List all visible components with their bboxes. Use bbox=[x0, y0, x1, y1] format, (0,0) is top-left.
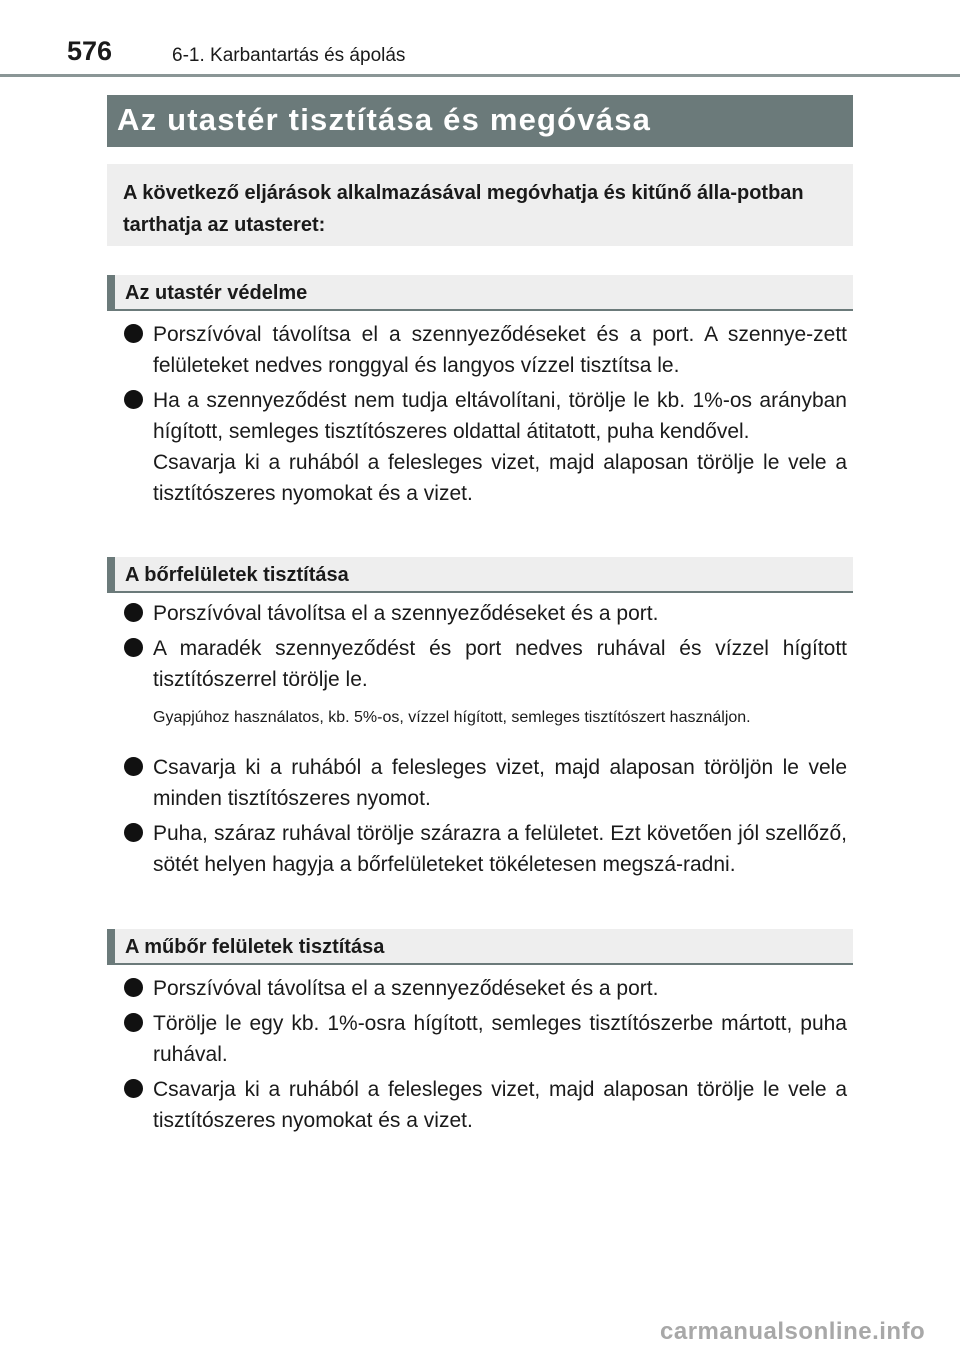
bullet-icon bbox=[124, 390, 143, 409]
list-item bbox=[122, 598, 847, 629]
header-divider bbox=[0, 74, 960, 77]
bullet-icon bbox=[124, 603, 143, 622]
intro-box: A következő eljárások alkalmazásával megóvhatja és kitűnő álla-potban tarthatja az utasteret: bbox=[107, 164, 853, 246]
bullet-icon bbox=[124, 978, 143, 997]
bullet-text-continued: Csavarja ki a ruhából a felesleges vizet, majd alaposan törölje le vele a tisztítószeres nyomokat és a vizet. bbox=[153, 451, 847, 505]
bullet-icon bbox=[124, 757, 143, 776]
list-item bbox=[122, 818, 847, 880]
bullet-icon bbox=[124, 324, 143, 343]
bullet-list-protection bbox=[122, 319, 847, 509]
watermark: carmanualsonline.info bbox=[660, 1318, 926, 1345]
list-item bbox=[122, 319, 847, 381]
bullet-text: Puha, száraz ruhával törölje szárazra a felületet. Ezt követően jól szellőző, sötét helyen hagyja a bőrfelületeket tökéletesen megszá-radni. bbox=[153, 822, 847, 876]
page-number: 576 bbox=[67, 36, 113, 66]
bullet-list-leather-after-note bbox=[122, 752, 847, 880]
bullet-text: Porszívóval távolítsa el a szennyeződéseket és a port. A szennye-zett felületeket nedves ronggyal és langyos vízzel tisztítsa le. bbox=[153, 323, 847, 377]
bullet-text: Csavarja ki a ruhából a felesleges vizet, majd alaposan törölje le vele a tisztítószeres nyomokat és a vizet. bbox=[153, 1078, 847, 1132]
bullet-icon bbox=[124, 823, 143, 842]
bullet-text: Ha a szennyeződést nem tudja eltávolítani, törölje le kb. 1%-os arányban hígított, semleges tisztítószeres oldattal átitatott, puha kendővel. bbox=[153, 389, 847, 443]
section-heading-protection: Az utastér védelme bbox=[107, 275, 853, 311]
section-heading-synthetic-leather: A műbőr felületek tisztítása bbox=[107, 929, 853, 965]
bullet-icon bbox=[124, 638, 143, 657]
page-header bbox=[0, 0, 960, 80]
bullet-icon bbox=[124, 1013, 143, 1032]
list-item bbox=[122, 633, 847, 695]
list-item bbox=[122, 1074, 847, 1136]
bullet-text: A maradék szennyeződést és port nedves ruhával és vízzel hígított tisztítószerrel törölje le. bbox=[153, 637, 847, 691]
section-heading-leather: A bőrfelületek tisztítása bbox=[107, 557, 853, 593]
section-label: 6-1. Karbantartás és ápolás bbox=[172, 45, 406, 66]
list-item bbox=[122, 973, 847, 1004]
list-item bbox=[122, 1008, 847, 1070]
bullet-list-synthetic-leather bbox=[122, 973, 847, 1136]
bullet-text: Porszívóval távolítsa el a szennyeződéseket és a port. bbox=[153, 977, 659, 1000]
list-item bbox=[122, 385, 847, 509]
bullet-text: Porszívóval távolítsa el a szennyeződéseket és a port. bbox=[153, 602, 659, 625]
bullet-list-leather bbox=[122, 598, 847, 695]
bullet-text: Csavarja ki a ruhából a felesleges vizet, majd alaposan töröljön le vele minden tisztítószeres nyomot. bbox=[153, 756, 847, 810]
bullet-icon bbox=[124, 1079, 143, 1098]
page-title: Az utastér tisztítása és megóvása bbox=[107, 95, 853, 147]
bullet-text: Törölje le egy kb. 1%-osra hígított, semleges tisztítószerbe mártott, puha ruhával. bbox=[153, 1012, 847, 1066]
list-item bbox=[122, 752, 847, 814]
note-text: Gyapjúhoz használatos, kb. 5%-os, vízzel hígított, semleges tisztítószert használjon. bbox=[153, 709, 751, 726]
